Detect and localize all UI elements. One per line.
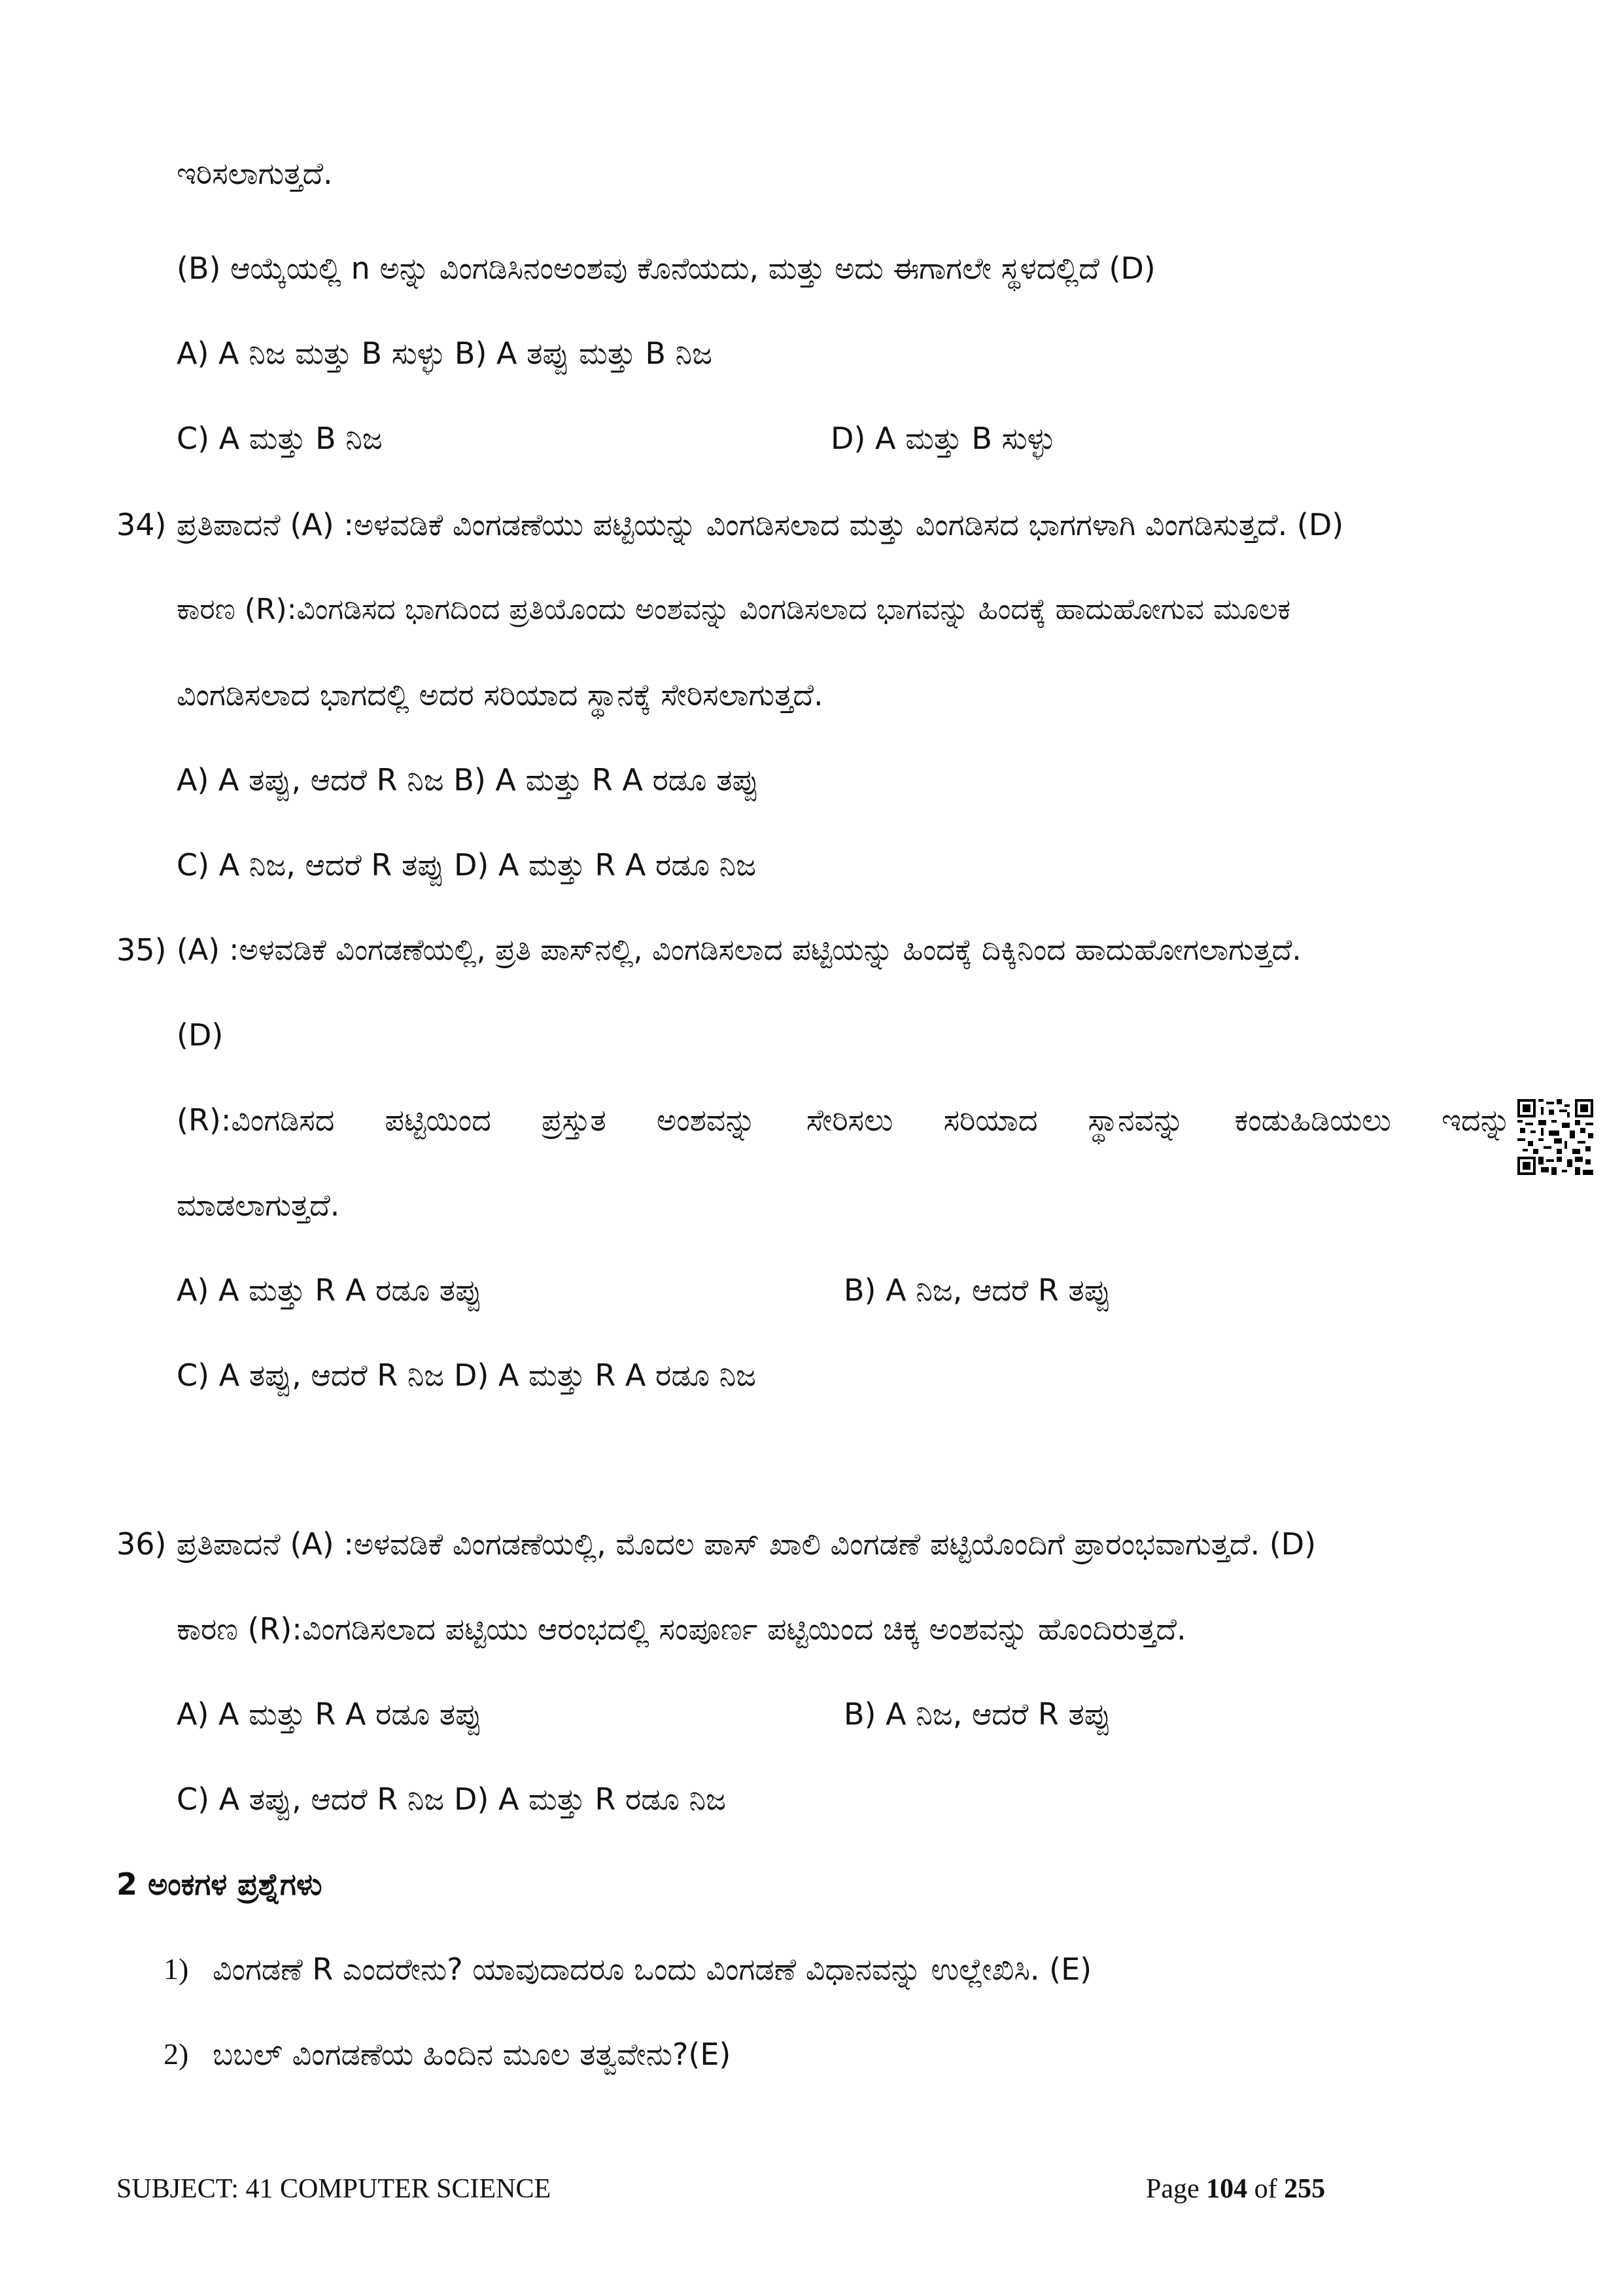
footer-page-total: 255 <box>1284 2174 1326 2204</box>
footer-page-indicator <box>1146 2171 1325 2207</box>
section-title-2-marks: 2 ಅಂಕಗಳ ಪ್ರಶ್ನೆಗಳು <box>116 1866 322 1902</box>
q34-option-c-d: C) A ನಿಜ, ಆದರೆ R ತಪ್ಪು D) A ಮತ್ತು R A ರಡೂ ನಿಜ <box>177 847 757 883</box>
q35-option-a: A) A ಮತ್ತು R A ರಡೂ ತಪ್ಪು <box>177 1272 483 1308</box>
footer-page-number: 104 <box>1206 2174 1248 2204</box>
section2-item-1-text: ವಿಂಗಡಣೆ R ಎಂದರೇನು? ಯಾವುದಾದರೂ ಒಂದು ವಿಂಗಡಣೆ ವಿಧಾನವನ್ನು ಉಲ್ಲೇಖಿಸಿ. (E) <box>213 1952 1092 1987</box>
section2-item-2-number: 2) <box>164 2037 189 2071</box>
section2-item-2-text: ಬಬಲ್ ವಿಂಗಡಣೆಯ ಹಿಂದಿನ ಮೂಲ ತತ್ವವೇನು?(E) <box>213 2037 731 2072</box>
q35-option-c-d: C) A ತಪ್ಪು, ಆದರೆ R ನಿಜ D) A ಮತ್ತು R A ರಡೂ ನಿಜ <box>177 1358 757 1393</box>
q36-assertion: ಪ್ರತಿಪಾದನೆ (A) :ಅಳವಡಿಕೆ ವಿಂಗಡಣೆಯಲ್ಲಿ, ಮೊದಲ ಪಾಸ್ ಖಾಲಿ ವಿಂಗಡಣೆ ಪಟ್ಟಿಯೊಂದಿಗೆ ಪ್ರಾರಂಭವಾಗುತ್ತದೆ. (D) <box>177 1526 1317 1562</box>
q36-number: 36) <box>116 1526 167 1562</box>
q35-option-b: B) A ನಿಜ, ಆದರೆ R ತಪ್ಪು <box>844 1272 1111 1308</box>
q34-reason-line1: ಕಾರಣ (R):ವಿಂಗಡಿಸದ ಭಾಗದಿಂದ ಪ್ರತಿಯೊಂದು ಅಂಶವನ್ನು ವಿಂಗಡಿಸಲಾದ ಭಾಗವನ್ನು ಹಿಂದಕ್ಕೆ ಹಾದುಹೋಗುವ ಮೂಲಕ <box>177 593 1291 626</box>
footer-page-prefix: Page <box>1146 2174 1207 2204</box>
q33-continuation: ಇರಿಸಲಾಗುತ್ತದೆ. <box>177 156 333 191</box>
q35-reason-line2: ಮಾಡಲಾಗುತ್ತದೆ. <box>177 1187 340 1223</box>
footer-page-mid: of <box>1247 2174 1285 2204</box>
q33-option-d: D) A ಮತ್ತು B ಸುಳ್ಳು <box>831 421 1056 456</box>
q34-reason-line2: ವಿಂಗಡಿಸಲಾದ ಭಾಗದಲ್ಲಿ ಅದರ ಸರಿಯಾದ ಸ್ಥಾನಕ್ಕೆ ಸೇರಿಸಲಾಗುತ್ತದೆ. <box>177 677 823 712</box>
q35-reason-line1: (R):ವಿಂಗಡಿಸದ ಪಟ್ಟಿಯಿಂದ ಪ್ರಸ್ತುತ ಅಂಶವನ್ನು ಸೇರಿಸಲು ಸರಿಯಾದ ಸ್ಥಾನವನ್ನು ಕಂಡುಹಿಡಿಯಲು ಇದನ್ನು <box>177 1102 1511 1138</box>
section2-item-1-number: 1) <box>164 1952 189 1986</box>
q33-option-c: C) A ಮತ್ತು B ನಿಜ <box>177 421 383 456</box>
q33-reason: (B) ಆಯ್ಕೆಯಲ್ಲಿ n ಅನ್ನು ವಿಂಗಡಿಸಿನಂಅಂಶವು ಕೊನೆಯದು, ಮತ್ತು ಅದು ಈಗಾಗಲೇ ಸ್ಥಳದಲ್ಲಿದೆ (D) <box>177 251 1156 286</box>
q36-option-b: B) A ನಿಜ, ಆದರೆ R ತಪ್ಪು <box>844 1696 1111 1732</box>
q33-option-a-b: A) A ನಿಜ ಮತ್ತು B ಸುಳ್ಳು B) A ತಪ್ಪು ಮತ್ತು B ನಿಜ <box>177 336 713 371</box>
q35-answer: (D) <box>177 1017 224 1053</box>
footer-subject: SUBJECT: 41 COMPUTER SCIENCE <box>116 2174 551 2204</box>
q35-assertion: (A) :ಅಳವಡಿಕೆ ವಿಂಗಡಣೆಯಲ್ಲಿ, ಪ್ರತಿ ಪಾಸ್‌ನಲ್ಲಿ, ವಿಂಗಡಿಸಲಾದ ಪಟ್ಟಿಯನ್ನು ಹಿಂದಕ್ಕೆ ದಿಕ್ಕಿನಿಂದ ಹಾದುಹೋಗಲಾಗುತ್ತದೆ. <box>177 932 1302 967</box>
q36-option-c-d: C) A ತಪ್ಪು, ಆದರೆ R ನಿಜ D) A ಮತ್ತು R ರಡೂ ನಿಜ <box>177 1781 726 1817</box>
q34-number: 34) <box>116 507 167 542</box>
qr-code <box>1517 1099 1593 1175</box>
q35-number: 35) <box>116 932 167 968</box>
q36-reason: ಕಾರಣ (R):ವಿಂಗಡಿಸಲಾದ ಪಟ್ಟಿಯು ಆರಂಭದಲ್ಲಿ ಸಂಪೂರ್ಣ ಪಟ್ಟಿಯಿಂದ ಚಿಕ್ಕ ಅಂಶವನ್ನು ಹೊಂದಿರುತ್ತದೆ. <box>177 1611 1186 1647</box>
q34-option-a-b: A) A ತಪ್ಪು, ಆದರೆ R ನಿಜ B) A ಮತ್ತು R A ರಡೂ ತಪ್ಪು <box>177 762 759 797</box>
q36-option-a: A) A ಮತ್ತು R A ರಡೂ ತಪ್ಪು <box>177 1696 483 1732</box>
q34-assertion: ಪ್ರತಿಪಾದನೆ (A) :ಅಳವಡಿಕೆ ವಿಂಗಡಣೆಯು ಪಟ್ಟಿಯನ್ನು ವಿಂಗಡಿಸಲಾದ ಮತ್ತು ವಿಂಗಡಿಸದ ಭಾಗಗಳಾಗಿ ವಿಂಗಡಿಸುತ್ತದೆ. (D) <box>177 507 1344 542</box>
